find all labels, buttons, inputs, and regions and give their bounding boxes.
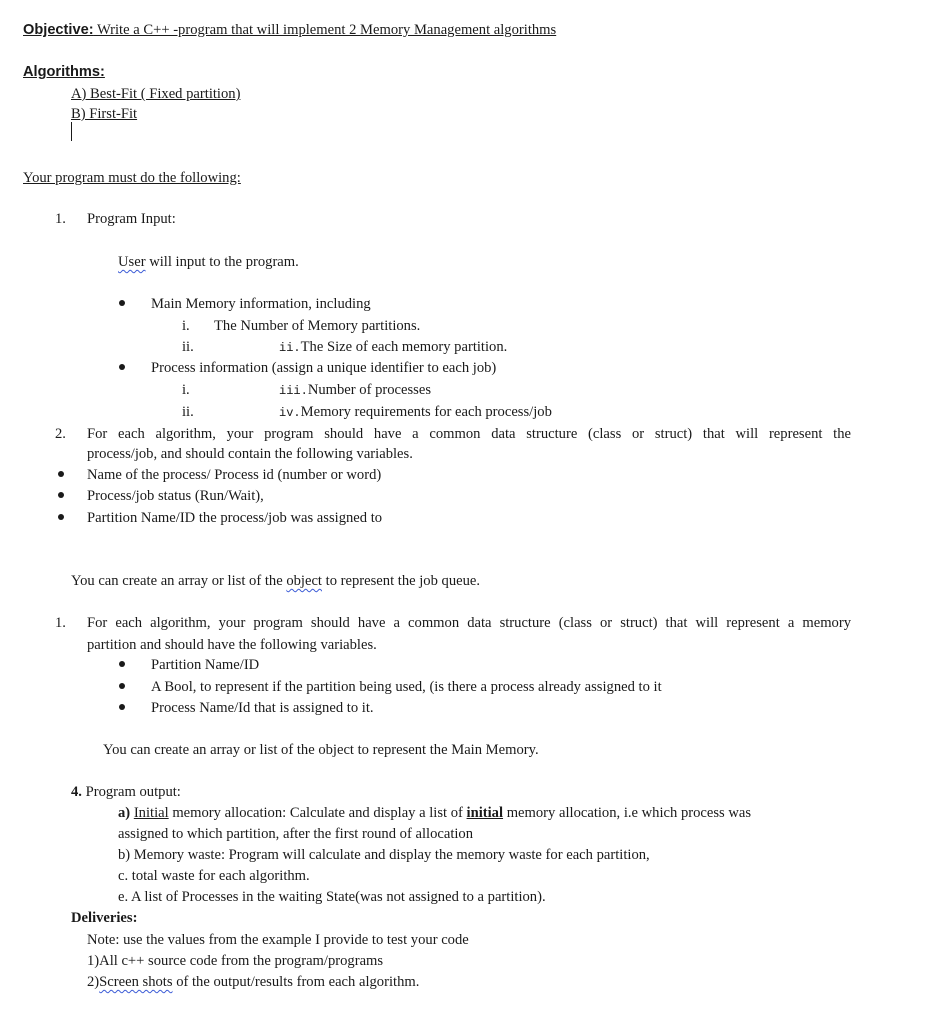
main-memory-label: Main Memory information, including	[151, 296, 371, 312]
objective-label: Objective:	[23, 22, 94, 38]
sub-marker: i.	[182, 382, 190, 398]
bullet-icon	[119, 661, 125, 667]
sub-text: Memory requirements for each process/job	[300, 404, 552, 420]
bullet-icon	[119, 300, 125, 306]
section4-heading	[71, 783, 181, 801]
output-item-b: b) Memory waste: Program will calculate and display the memory waste for each partition,	[118, 847, 650, 863]
a-initial-word: Initial	[133, 805, 169, 821]
bullet-icon	[58, 471, 64, 477]
partition-variable-item: Process Name/Id that is assigned to it.	[151, 700, 374, 716]
job-variable-item: Partition Name/ID the process/job was assigned to	[87, 510, 383, 526]
main-memory-note: You can create an array or list of the object to represent the Main Memory.	[103, 742, 539, 758]
sub-code: iii.	[279, 384, 308, 398]
section2-line2: process/job, and should contain the following variables.	[87, 446, 413, 462]
bullet-icon	[119, 704, 125, 710]
deliveries-item1: 1)All c++ source code from the program/programs	[87, 953, 384, 969]
job-variable-item: Process/job status (Run/Wait),	[87, 488, 264, 504]
a-end: memory allocation, i.e which process was	[503, 805, 752, 821]
algorithm-best-fit: A) Best-Fit ( Fixed partition)	[71, 86, 241, 102]
deliveries-heading: Deliveries:	[71, 910, 138, 926]
section2-line1: For each algorithm, your program should have a common data structure (class or struct) that will represent the	[87, 426, 851, 442]
a-prefix: a)	[118, 805, 134, 821]
intro-user-word: User	[118, 254, 146, 270]
item2-pre: 2)	[87, 974, 100, 990]
algorithm-first-fit: B) First-Fit	[71, 106, 138, 122]
sub-marker: ii.	[182, 404, 194, 420]
sub-code: ii.	[279, 341, 301, 355]
section3-line1: For each algorithm, your program should have a common data structure (class or struct) that will represent a memory	[87, 615, 851, 631]
sub-line	[279, 338, 507, 357]
intro-rest: will input to the program.	[145, 254, 299, 270]
note-object-word: object	[286, 573, 322, 589]
item2-screenshots-word: Screen shots	[99, 974, 173, 990]
item2-post: of the output/results from each algorithm.	[172, 974, 420, 990]
objective-line	[23, 21, 556, 39]
section1-number: 1.	[55, 211, 66, 227]
note-post: to represent the job queue.	[322, 573, 481, 589]
a-mid: memory allocation: Calculate and display a list of	[168, 805, 467, 821]
output-item-a-line2: assigned to which partition, after the first round of allocation	[118, 826, 474, 842]
sub-text: Number of processes	[307, 382, 432, 398]
section2-number: 2.	[55, 426, 66, 442]
note-pre: You can create an array or list of the	[71, 573, 287, 589]
objective-text: Write a C++ -program that will implement 2 Memory Management algorithms	[93, 22, 557, 38]
sub-text: The Size of each memory partition.	[300, 339, 508, 355]
text-cursor	[71, 122, 72, 141]
job-variable-item: Name of the process/ Process id (number or word)	[87, 467, 382, 483]
sub-line	[279, 403, 552, 422]
section4-title: Program output:	[81, 784, 181, 800]
section1-intro	[118, 253, 299, 271]
must-do-heading: Your program must do the following:	[23, 170, 241, 186]
sub-code: iv.	[279, 406, 301, 420]
partition-variable-item: Partition Name/ID	[151, 657, 260, 673]
section1-title: Program Input:	[87, 211, 176, 227]
output-item-a	[118, 804, 751, 822]
partition-variable-item: A Bool, to represent if the partition being used, (is there a process already assigned to it	[151, 679, 662, 695]
section3-number: 1.	[55, 615, 66, 631]
section3-line2: partition and should have the following variables.	[87, 637, 377, 653]
sub-text: The Number of Memory partitions.	[214, 318, 421, 334]
output-item-c: c. total waste for each algorithm.	[118, 868, 310, 884]
bullet-icon	[119, 683, 125, 689]
sub-marker: ii.	[182, 339, 194, 355]
section4-number: 4.	[71, 784, 82, 800]
sub-line	[279, 381, 431, 400]
bullet-icon	[58, 492, 64, 498]
process-info-label: Process information (assign a unique identifier to each job)	[151, 360, 497, 376]
algorithms-heading: Algorithms:	[23, 64, 105, 80]
bullet-icon	[119, 364, 125, 370]
bullet-icon	[58, 514, 64, 520]
deliveries-note: Note: use the values from the example I provide to test your code	[87, 932, 469, 948]
sub-marker: i.	[182, 318, 190, 334]
deliveries-item2	[87, 973, 419, 991]
a-initial-bold: initial	[466, 805, 504, 821]
job-queue-note	[71, 572, 480, 590]
output-item-e: e. A list of Processes in the waiting State(was not assigned to a partition).	[118, 889, 546, 905]
